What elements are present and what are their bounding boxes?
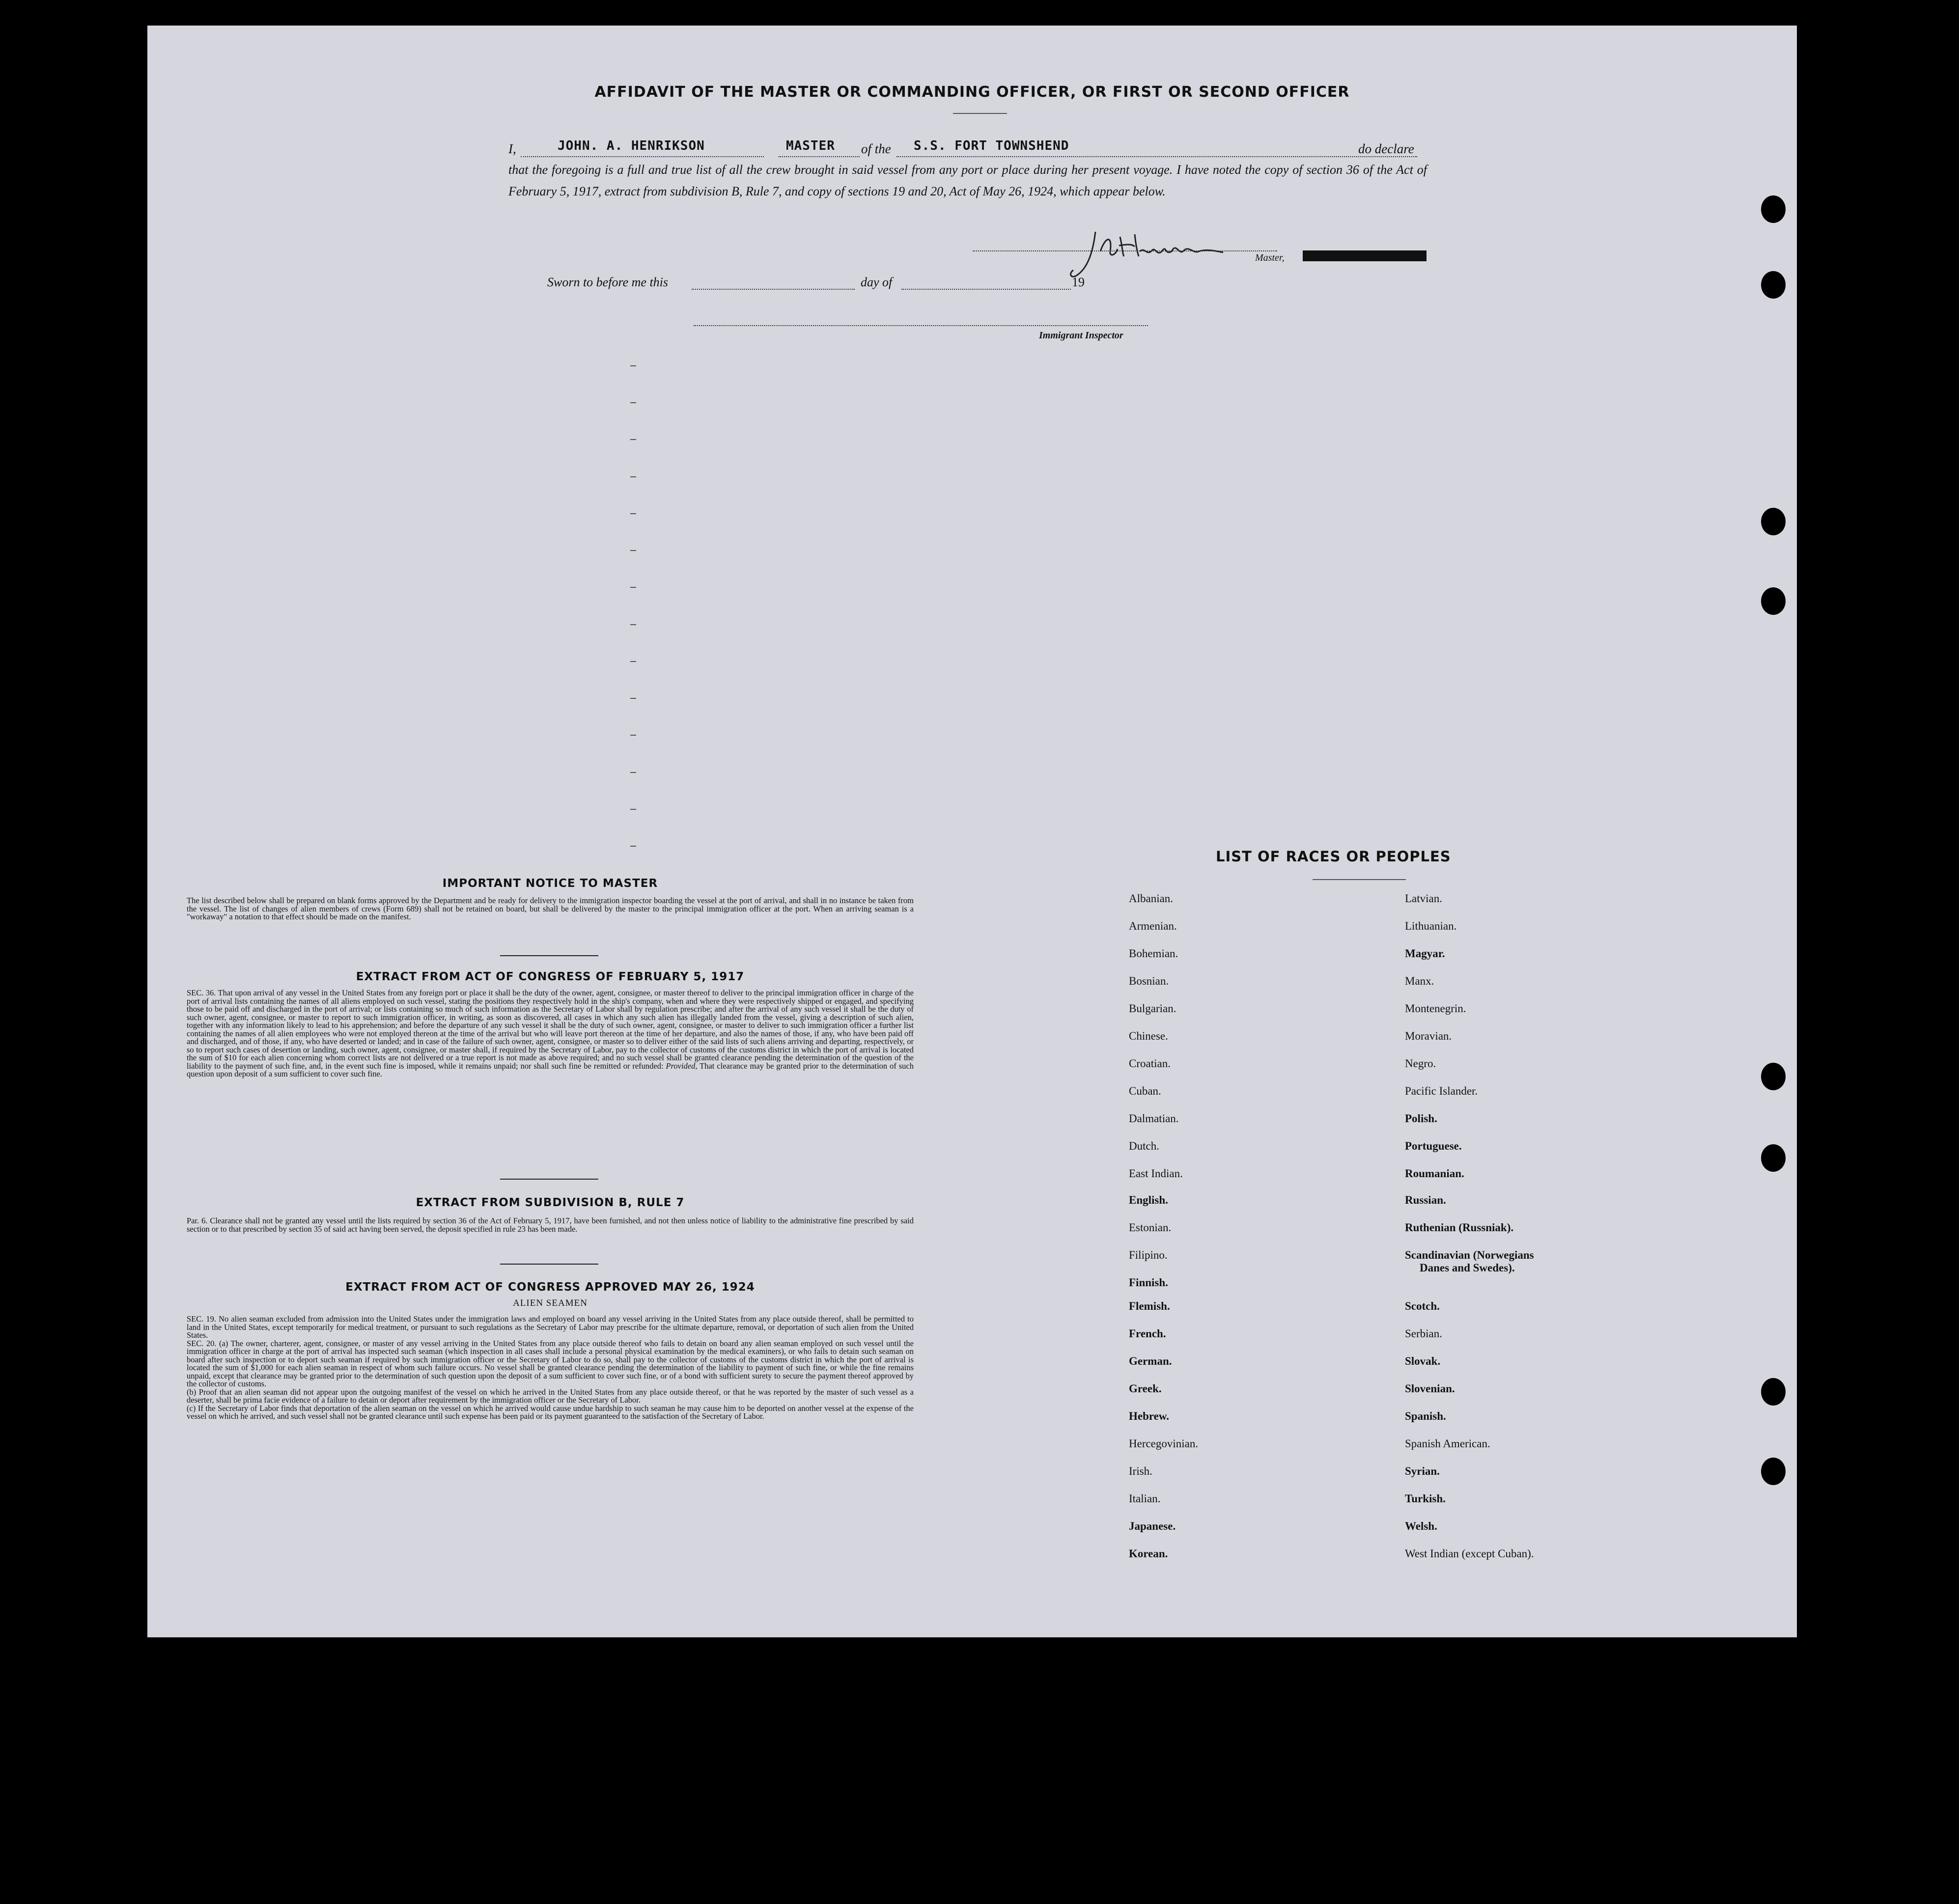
- row-mark: [630, 809, 636, 810]
- master-signature: [1066, 222, 1243, 286]
- race-item: French.: [1129, 1327, 1166, 1340]
- race-item: Dutch.: [1129, 1140, 1159, 1152]
- punch-hole: [1761, 1144, 1786, 1172]
- race-item: Slovak.: [1405, 1355, 1441, 1367]
- race-item: Ruthenian (Russniak).: [1405, 1221, 1514, 1234]
- race-item: Danes and Swedes).: [1420, 1262, 1515, 1274]
- act1917-sec-label: SEC. 36.: [187, 988, 216, 997]
- race-item: Polish.: [1405, 1112, 1437, 1125]
- sworn-label: Sworn to before me this: [547, 275, 669, 289]
- race-item: Spanish American.: [1405, 1437, 1490, 1450]
- row-mark: [630, 587, 636, 588]
- row-mark: [630, 846, 636, 847]
- declaration-body: that the foregoing is a full and true list of all the crew brought in said vessel from any port or place during her present voyage. I have noted the copy of section 36 of the Act of February 5, 1917, extract from subdivision B, Rule 7, and copy of sections 19 and 20, Act of May 26, 1924, which appear below.: [508, 163, 1427, 198]
- rank-line: [779, 156, 860, 157]
- redaction-bar: [1303, 250, 1427, 261]
- act1917-provided: Provided,: [666, 1061, 698, 1071]
- race-item: Manx.: [1405, 975, 1434, 987]
- act1917-text: [187, 989, 914, 1078]
- race-item: Chinese.: [1129, 1030, 1168, 1042]
- race-item: Hercegovinian.: [1129, 1437, 1199, 1450]
- sworn-day-line: [692, 289, 855, 290]
- punch-hole: [1761, 1378, 1786, 1406]
- race-item: Serbian.: [1405, 1327, 1443, 1340]
- section-divider: [500, 955, 598, 956]
- race-item: Montenegrin.: [1405, 1002, 1466, 1015]
- race-item: Korean.: [1129, 1547, 1168, 1560]
- race-item: Scandinavian (Norwegians: [1405, 1249, 1534, 1261]
- punch-hole: [1761, 508, 1786, 535]
- sec19-paragraph: [187, 1315, 914, 1340]
- races-heading-underline: [1313, 879, 1406, 880]
- act1924-heading: EXTRACT FROM ACT OF CONGRESS APPROVED MAY 26, 1924: [345, 1281, 755, 1294]
- race-item: Syrian.: [1405, 1465, 1440, 1477]
- sec20a-paragraph: [187, 1340, 914, 1388]
- do-declare-label: do declare: [1358, 141, 1414, 156]
- signature-line: [973, 250, 1277, 251]
- sec20c-text: (c) If the Secretary of Labor finds that deportation of the alien seaman on the vessel on which he arrived would cause undue hardship to such seaman he may cause him to be deported on another vessel at the expense of the vessel on which he arrived, and such vessel shall not be granted clearance until such expense has been paid or its payment guaranteed to the satisfaction of the Secretary of Labor.: [187, 1403, 914, 1421]
- inspector-label: Immigrant Inspector: [1039, 330, 1123, 341]
- race-item: Pacific Islander.: [1405, 1085, 1478, 1097]
- race-item: Moravian.: [1405, 1030, 1452, 1042]
- row-mark: [630, 661, 636, 662]
- punch-hole: [1761, 195, 1786, 223]
- sworn-month-line: [901, 289, 1071, 290]
- section-divider: [500, 1179, 598, 1180]
- row-mark: [630, 550, 636, 551]
- race-item: Bosnian.: [1129, 975, 1169, 987]
- sec19-text: No alien seaman excluded from admission into the United States under the immigration laws and employed on board any vessel arriving in the United States from any place outside thereof, shall be permitted to land in the United States, except temporarily for medical treatment, or pursuant to such regulations as the Secretary of Labor may prescribe for the ultimate departure, removal, or deportation of such alien from the United States.: [187, 1314, 914, 1340]
- race-item: Russian.: [1405, 1194, 1446, 1206]
- race-item: Turkish.: [1405, 1492, 1446, 1505]
- master-rank: MASTER: [786, 138, 835, 153]
- vessel-name: S.S. FORT TOWNSHEND: [914, 138, 1069, 153]
- affidavit-title: AFFIDAVIT OF THE MASTER OR COMMANDING OFFICER, OR FIRST OR SECOND OFFICER: [594, 83, 1350, 101]
- punch-hole: [1761, 587, 1786, 615]
- act1924-text: [187, 1315, 914, 1421]
- rule7-text: Par. 6. Clearance shall not be granted any vessel until the lists required by section 36 of the Act of February 5, 1917, have been furnished, and not then unless notice of liability to the administrative fine prescribed by said section or to that prescribed by section 35 of said act having been served, the deposit specified in rule 23 has been made.: [187, 1216, 914, 1234]
- of-the-label: of the: [861, 141, 891, 156]
- row-mark: [630, 513, 636, 514]
- race-item: East Indian.: [1129, 1167, 1183, 1180]
- race-item: Slovenian.: [1405, 1382, 1455, 1395]
- race-item: Italian.: [1129, 1492, 1161, 1505]
- day-of-label: day of: [861, 275, 893, 289]
- race-item: Negro.: [1405, 1057, 1436, 1070]
- sec20a-text: (a) The owner, charterer, agent, consignee, or master of any vessel arriving in the United States from any place outside thereof who fails to detain on board any alien seaman employed on such vessel until the immigration officer in charge at the port of arrival has inspected such seaman (which inspection in all cases shall include a personal physical examination by the medical examiners), or who fails to detain such seaman on board after such inspection or to deport such seaman if required by such immigration officer or the Secretary of Labor to do so, shall pay to the collector of customs of the customs district in which the port of arrival is located the sum of $1,000 for each alien seaman in respect of whom such failure occurs. No vessel shall be granted clearance pending the determination of the liability to payment of such fine, or while the fine remains unpaid, except that clearance may be granted prior to the determination of such question upon the deposit of a sum sufficient to cover such fine, or of a bond with sufficient surety to secure the payment thereof approved by the collector of customs.: [187, 1338, 914, 1388]
- race-item: Filipino.: [1129, 1249, 1168, 1261]
- name-line: [521, 156, 764, 157]
- act1917-heading: EXTRACT FROM ACT OF CONGRESS OF FEBRUARY 5, 1917: [356, 970, 745, 983]
- rule7-heading: EXTRACT FROM SUBDIVISION B, RULE 7: [416, 1196, 685, 1209]
- race-item: Hebrew.: [1129, 1410, 1169, 1422]
- races-heading: LIST OF RACES OR PEOPLES: [1216, 848, 1451, 865]
- race-item: Portuguese.: [1405, 1140, 1462, 1152]
- row-mark: [630, 698, 636, 699]
- race-item: Estonian.: [1129, 1221, 1172, 1234]
- notice-heading: IMPORTANT NOTICE TO MASTER: [442, 877, 658, 890]
- race-item: Bohemian.: [1129, 947, 1178, 960]
- race-item: English.: [1129, 1194, 1168, 1206]
- race-item: Lithuanian.: [1405, 920, 1457, 932]
- master-label: Master,: [1255, 252, 1285, 263]
- row-mark: [630, 439, 636, 440]
- year-prefix: 19: [1072, 275, 1085, 289]
- inspector-line: [694, 325, 1148, 326]
- race-item: Croatian.: [1129, 1057, 1171, 1070]
- punch-hole: [1761, 1063, 1786, 1090]
- document-page: [147, 26, 1797, 1637]
- act1917-body: That upon arrival of any vessel in the United States from any foreign port or place it shall be the duty of the owner, agent, consignee, or master thereof to deliver to the principal immigration officer in charge of the port of arrival lists containing the names of all aliens employed on such vessel, stating the positions they respectively hold in the ship's company, when and where they were respectively shipped or engaged, and specifying those to be paid off and discharged in the port of arrival; or lists containing so much of such information as the Secretary of Labor shall by regulation prescribe; and after the arrival of any such vessel it shall be the duty of such owner, agent, consignee, or master to report to such immigration officer, in writing, as soon as discovered, all cases in which any such alien has illegally landed from the vessel, giving a description of such alien, together with any information likely to lead to his apprehension; and before the departure of any such vessel it shall be the duty of such owner, agent, consignee, or master to deliver to such immigration officer a further list containing the names of all alien employees who were not employed thereon at the time of the arrival but who will leave port thereon at the time of her departure, and also the names of those, if any, who have been paid off and discharged, and of those, if any, who have deserted or landed; and in case of the failure of such owner, agent, consignee, or master so to deliver either of the said lists of such aliens arriving and departing, respectively, or so to report such cases of desertion or landing, such owner, agent, consignee, or master shall, if required by the Secretary of Labor, pay to the collector of customs of the customs district in which the port of arrival is located the sum of $10 for each alien concerning whom correct lists are not delivered or a true report is not made as above required; and no such vessel shall be granted clearance pending the determination of the question of the liability to the payment of such fine, and, in the event such fine is imposed, while it remains unpaid; nor shall such fine be remitted or refunded:: [187, 988, 914, 1071]
- race-item: Cuban.: [1129, 1085, 1161, 1097]
- race-item: West Indian (except Cuban).: [1405, 1547, 1534, 1560]
- race-item: Welsh.: [1405, 1520, 1437, 1532]
- race-item: Roumanian.: [1405, 1167, 1464, 1180]
- race-item: Irish.: [1129, 1465, 1152, 1477]
- race-item: Japanese.: [1129, 1520, 1176, 1532]
- race-item: German.: [1129, 1355, 1172, 1367]
- punch-hole: [1761, 1458, 1786, 1485]
- notice-text: The list described below shall be prepared on blank forms approved by the Department and be ready for delivery to the immigration inspector boarding the vessel at the port of arrival, and shall in no instance be taken from the vessel. The list of changes of alien members of crews (Form 689) shall not be retained on board, but shall be delivered by the master to the principal immigration officer at the port. When an arriving seaman is a "workaway" a notation to that effect should be made on the manifest.: [187, 896, 914, 921]
- act1924-subheading: ALIEN SEAMEN: [513, 1298, 588, 1308]
- race-item: Magyar.: [1405, 947, 1445, 960]
- race-item: Armenian.: [1129, 920, 1177, 932]
- row-mark: [630, 476, 636, 477]
- sec20b-text: (b) Proof that an alien seaman did not appear upon the outgoing manifest of the vessel on which he arrived in the United States from any place outside thereof, or that he was reported by the master of such vessel as a deserter, shall be prima facie evidence of a failure to detain or deport after requirement by the immigration officer or the Secretary of Labor.: [187, 1387, 914, 1405]
- title-underline: [953, 113, 1007, 114]
- race-item: Latvian.: [1405, 892, 1442, 905]
- race-item: Finnish.: [1129, 1276, 1168, 1289]
- section-divider: [500, 1264, 598, 1265]
- row-mark: [630, 735, 636, 736]
- row-mark: [630, 772, 636, 773]
- sec19-label: SEC. 19.: [187, 1314, 217, 1324]
- master-name: JOHN. A. HENRIKSON: [558, 138, 705, 153]
- race-item: Spanish.: [1405, 1410, 1446, 1422]
- race-item: Scotch.: [1405, 1300, 1440, 1312]
- race-item: Dalmatian.: [1129, 1112, 1179, 1125]
- sec20-label: SEC. 20.: [187, 1338, 217, 1348]
- race-item: Bulgarian.: [1129, 1002, 1176, 1015]
- punch-hole: [1761, 271, 1786, 299]
- row-mark: [630, 624, 636, 625]
- declaration-i: I,: [508, 141, 516, 156]
- act1917-body-end: That clearance may be granted prior to the determination of such question upon deposit of a sum sufficient to cover such fine.: [187, 1061, 914, 1078]
- row-mark: [630, 365, 636, 366]
- race-item: Flemish.: [1129, 1300, 1170, 1312]
- race-item: Albanian.: [1129, 892, 1174, 905]
- race-item: Greek.: [1129, 1382, 1162, 1395]
- row-mark: [630, 402, 636, 403]
- vessel-line: [896, 156, 1417, 157]
